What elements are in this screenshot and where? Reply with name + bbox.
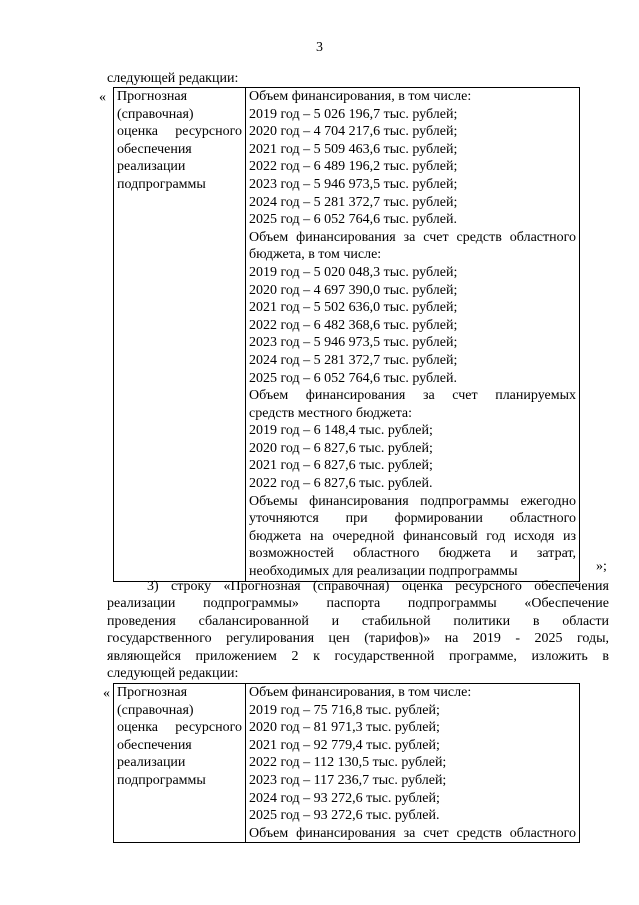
paragraph-line: реализации подпрограммы» паспорта подпрограммы «Обеспечение (107, 596, 609, 612)
table2-label-cell (114, 684, 246, 843)
amendment-paragraph (107, 578, 609, 682)
table2-value-cell (246, 684, 580, 843)
intro-line: следующей редакции: (107, 71, 239, 86)
table1-value-line: Объемы финансирования подпрограммы ежегодно (249, 493, 576, 509)
table1-value-line: 2020 год – 4 704 217,6 тыс. рублей; (249, 124, 458, 140)
paragraph-line: следующей редакции: (107, 666, 239, 682)
table1-value-line: 2020 год – 4 697 390,0 тыс. рублей; (249, 282, 458, 298)
table2-label-line: оценка ресурсного (117, 720, 242, 736)
table1-label-line: подпрограммы (117, 176, 206, 192)
table1-value-line: 2022 год – 6 482 368,6 тыс. рублей; (249, 317, 458, 333)
table1-value-line: 2025 год – 6 052 764,6 тыс. рублей. (249, 370, 457, 386)
table1-value-line: уточняются при формировании областного (249, 511, 576, 527)
table2-value-line: 2020 год – 81 971,3 тыс. рублей; (249, 720, 440, 736)
table2-label-line: обеспечения (117, 737, 192, 753)
paragraph-line: 3) строку «Прогнозная (справочная) оценка ресурсного обеспечения (147, 579, 609, 594)
table1-value-line: бюджета, в том числе: (249, 247, 382, 263)
table1-value-line: 2021 год – 6 827,6 тыс. рублей; (249, 458, 433, 474)
table1-value-line: Объем финансирования, в том числе: (249, 89, 472, 104)
paragraph-line: являющейся приложением 2 к государственной программе, изложить в (107, 648, 609, 664)
table-row (114, 684, 580, 843)
table1-value-line: 2023 год – 5 946 973,5 тыс. рублей; (249, 335, 458, 351)
table1-value-line: 2024 год – 5 281 372,7 тыс. рублей; (249, 352, 458, 368)
table2-label-line: Прогнозная (117, 685, 188, 700)
table1-value-line: 2022 год – 6 827,6 тыс. рублей. (249, 476, 433, 492)
passport-table-2 (113, 683, 580, 843)
table1-value-line: 2019 год – 6 148,4 тыс. рублей; (249, 423, 433, 439)
open-quote-1: « (99, 90, 106, 105)
table1-label-line: Прогнозная (117, 89, 188, 104)
table1-label-line: (справочная) (117, 106, 194, 122)
table2-value-line: Объем финансирования за счет средств областного (249, 825, 576, 841)
table1-value-line: 2021 год – 5 502 636,0 тыс. рублей; (249, 300, 458, 316)
paragraph-line: государственного регулирования цен (тарифов)» на 2019 - 2025 годы, (107, 631, 609, 647)
table1-value-line: 2019 год – 5 026 196,7 тыс. рублей; (249, 106, 458, 122)
table1-label-line: реализации (117, 159, 186, 175)
open-quote-2: « (103, 686, 110, 701)
table2-label-line: (справочная) (117, 702, 194, 718)
table-row (114, 88, 580, 582)
table1-value-line: возможностей областного бюджета и затрат, (249, 546, 576, 562)
table1-value-line: необходимых для реализации подпрограммы (249, 564, 518, 580)
paragraph-line: проведения сбалансированной и стабильной политики в области (107, 613, 609, 629)
table1-value-line: 2021 год – 5 509 463,6 тыс. рублей; (249, 141, 458, 157)
table2-value-line: 2022 год – 112 130,5 тыс. рублей; (249, 755, 447, 771)
table1-value-line: Объем финансирования за счет средств областного (249, 229, 576, 245)
table1-value-cell (246, 88, 580, 582)
table1-label-line: оценка ресурсного (117, 124, 242, 140)
table1-label-line: обеспечения (117, 141, 192, 157)
table2-value-line: 2021 год – 92 779,4 тыс. рублей; (249, 737, 440, 753)
table2-value-line: 2019 год – 75 716,8 тыс. рублей; (249, 702, 440, 718)
table2-value-line: Объем финансирования, в том числе: (249, 685, 472, 700)
table1-label-cell (114, 88, 246, 582)
page-number: 3 (316, 40, 323, 55)
table1-value-line: 2019 год – 5 020 048,3 тыс. рублей; (249, 264, 458, 280)
table1-value-line: 2025 год – 6 052 764,6 тыс. рублей. (249, 212, 457, 228)
table1-value-line: 2020 год – 6 827,6 тыс. рублей; (249, 440, 433, 456)
table2-value-line: 2024 год – 93 272,6 тыс. рублей; (249, 790, 440, 806)
table2-label-line: подпрограммы (117, 772, 206, 788)
table1-value-line: средств местного бюджета: (249, 405, 413, 421)
table2-value-line: 2025 год – 93 272,6 тыс. рублей. (249, 808, 440, 824)
table1-value-line: бюджета на очередной финансовый год исходя из (249, 528, 576, 544)
table1-value-line: Объем финансирования за счет планируемых (249, 388, 576, 404)
table1-value-line: 2023 год – 5 946 973,5 тыс. рублей; (249, 176, 458, 192)
passport-table-1 (113, 87, 580, 582)
table2-label-line: реализации (117, 755, 186, 771)
table1-value-line: 2024 год – 5 281 372,7 тыс. рублей; (249, 194, 458, 210)
table1-value-line: 2022 год – 6 489 196,2 тыс. рублей; (249, 159, 458, 175)
table2-value-line: 2023 год – 117 236,7 тыс. рублей; (249, 772, 447, 788)
close-quote-1: »; (596, 559, 607, 574)
